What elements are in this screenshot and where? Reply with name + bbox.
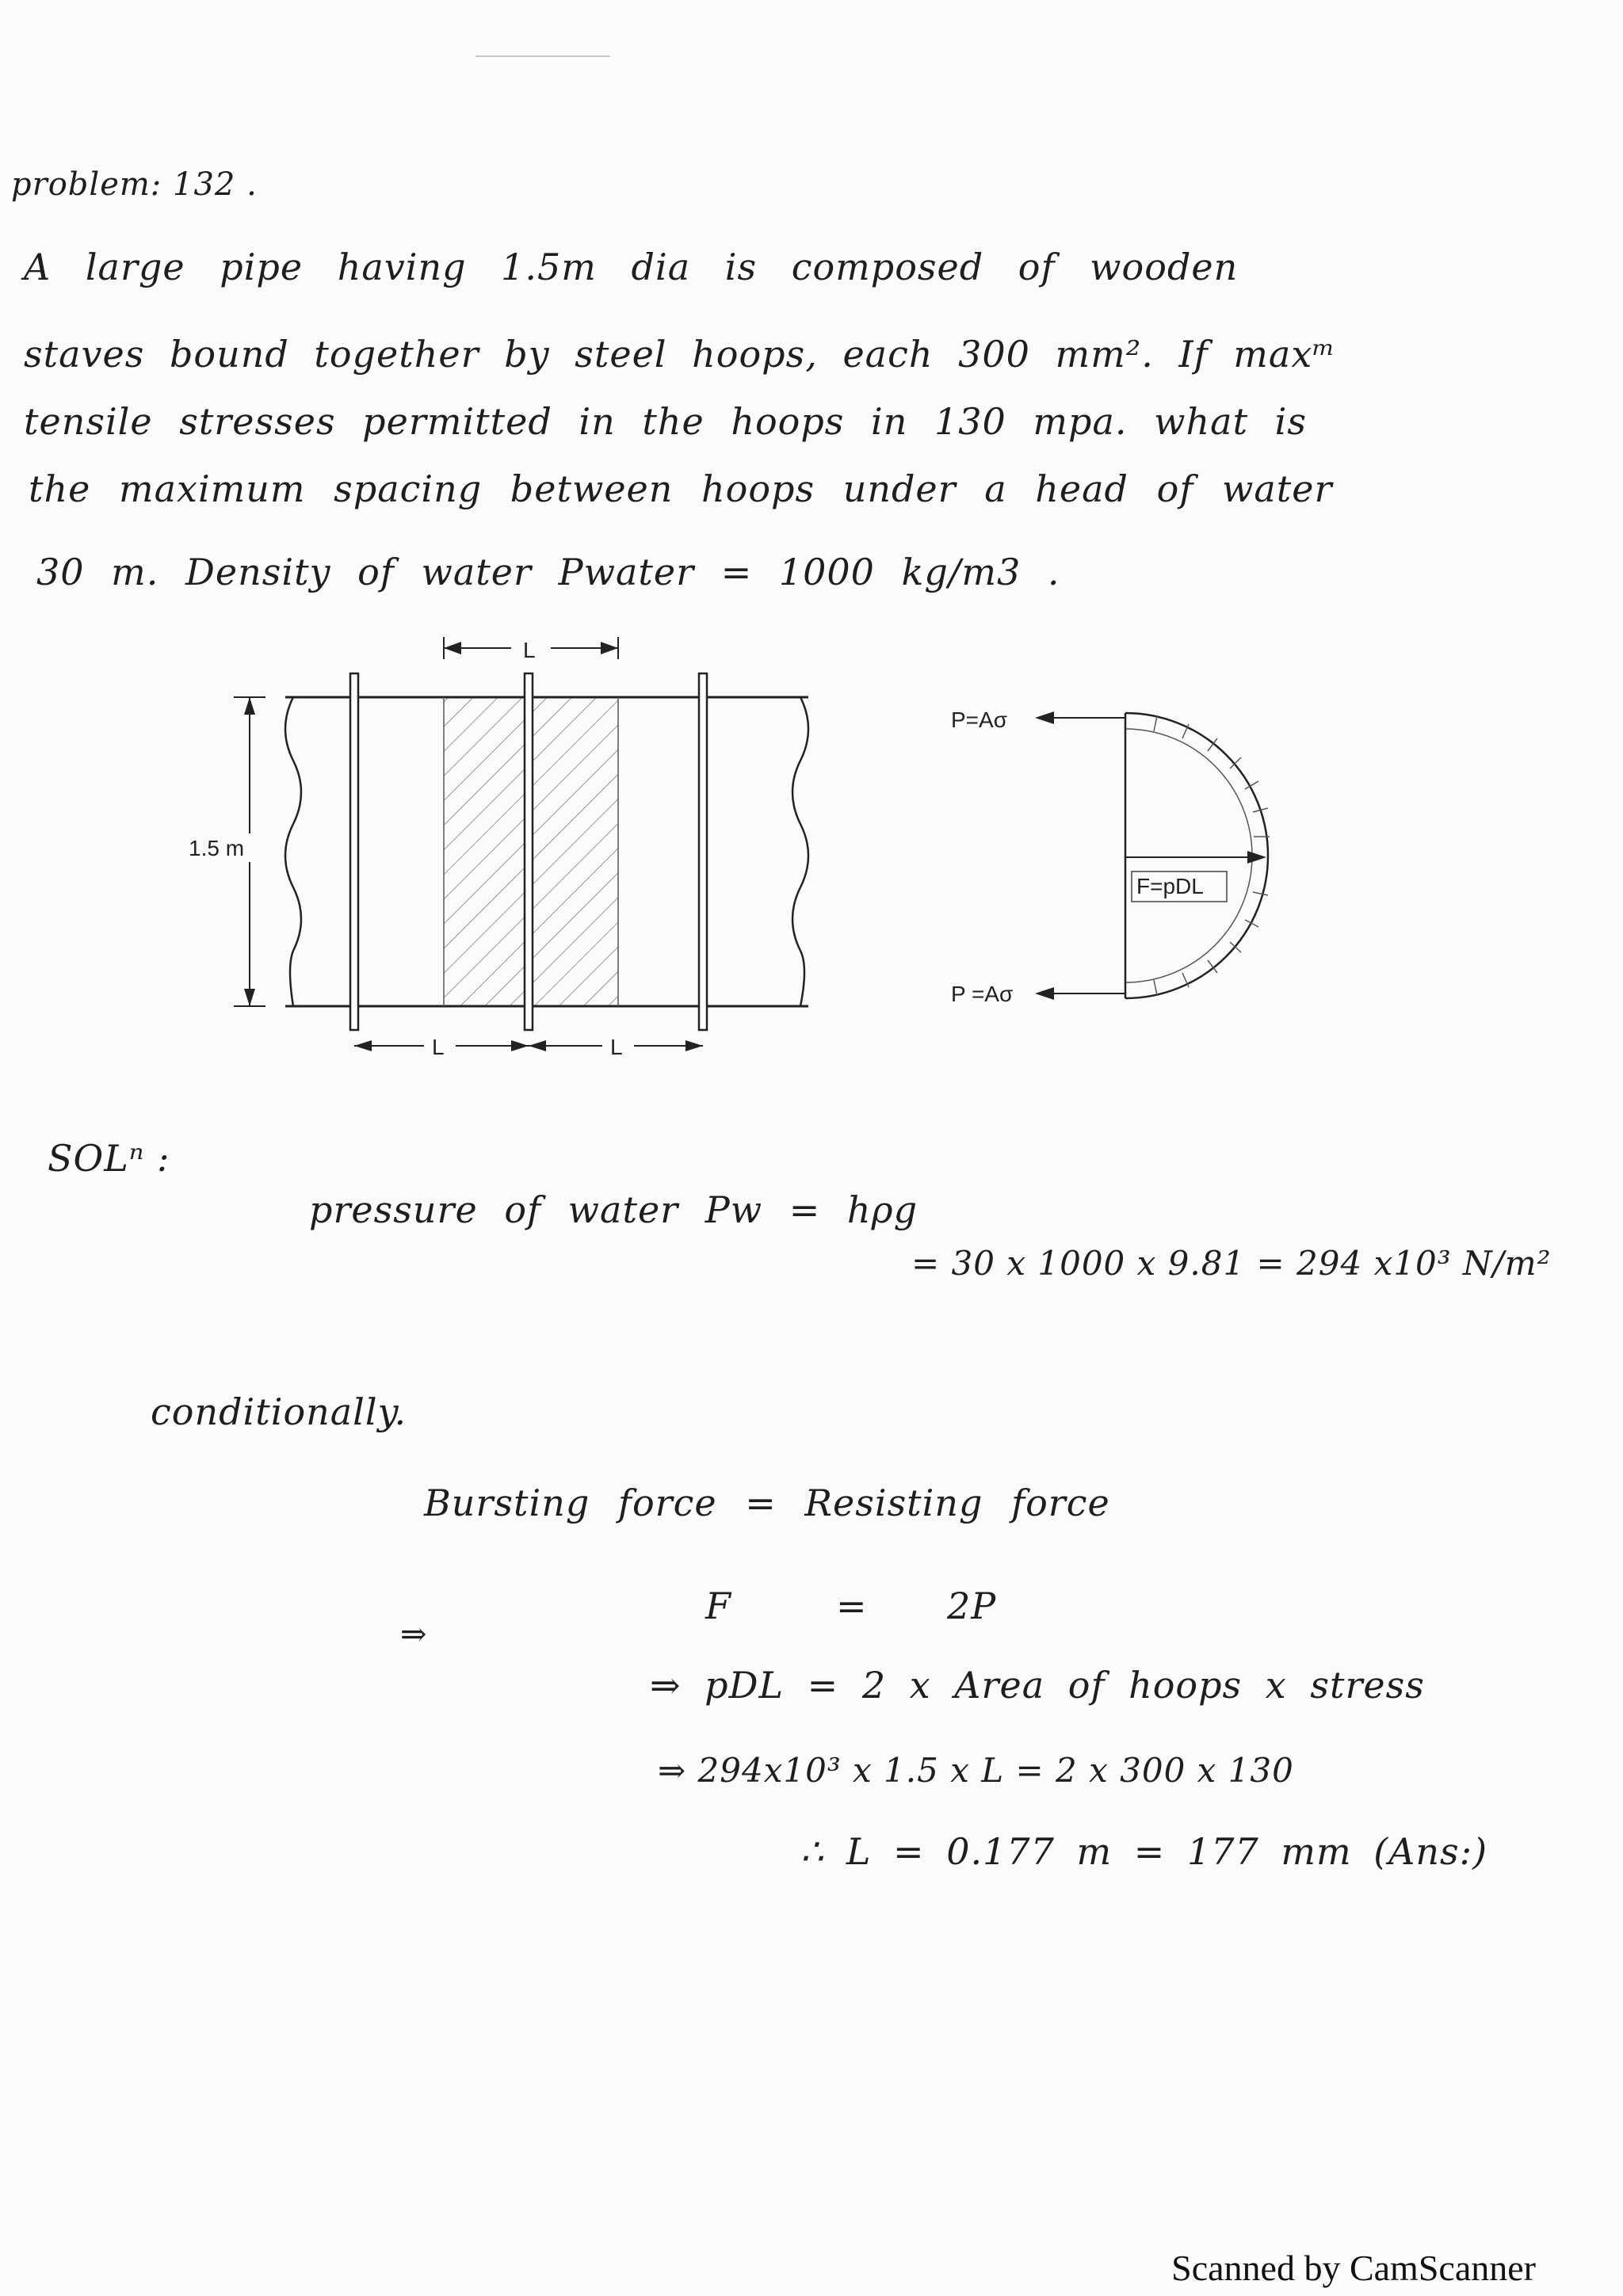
equation-2-right: 2P: [947, 1585, 997, 1627]
scanner-watermark: Scanned by CamScanner: [1171, 2248, 1536, 2288]
implies-arrow: ⇒: [400, 1616, 428, 1653]
hoop-1: [350, 673, 358, 1030]
label-P-bottom: P =Aσ: [951, 982, 1014, 1006]
equation-3: ⇒ pDL = 2 x Area of hoops x stress: [650, 1664, 1425, 1707]
problem-line-3: tensile stresses permitted in the hoops in 130 mpa. what is: [24, 400, 1307, 443]
equation-4: ⇒ 294x10³ x 1.5 x L = 2 x 300 x 130: [658, 1751, 1294, 1790]
answer-line: ∴ L = 0.177 m = 177 mm (Ans:): [800, 1830, 1488, 1873]
problem-line-5: 30 m. Density of water Pwater = 1000 kg/m3 .: [36, 551, 1060, 593]
equation-2-equals: =: [836, 1585, 868, 1627]
problem-heading: problem: 132 .: [11, 166, 258, 203]
pipe-hoop-diagram: [174, 626, 888, 1070]
pressure-line: pressure of water Pw = hρg: [309, 1188, 918, 1231]
dim-label-L-bottom-2: L: [610, 1035, 623, 1059]
dim-label-L-bottom-1: L: [432, 1035, 445, 1059]
problem-line-4: the maximum spacing between hoops under a head of water: [29, 467, 1333, 510]
label-F-pDL: F=pDL: [1136, 874, 1204, 898]
conditionally-label: conditionally.: [151, 1390, 407, 1433]
pressure-calc: = 30 x 1000 x 9.81 = 294 x10³ N/m²: [911, 1244, 1552, 1283]
half-hoop-fbd: [951, 681, 1395, 1046]
equation-2-left: F: [705, 1585, 731, 1627]
pipe-left-wavy-end: [285, 697, 301, 1006]
hoop-2: [525, 673, 533, 1030]
dim-label-L-top: L: [523, 638, 536, 662]
problem-line-1: A large pipe having 1.5m dia is composed of wooden: [24, 246, 1239, 288]
solution-label: SOLⁿ :: [48, 1137, 170, 1180]
scan-artifact-line: [475, 55, 610, 57]
problem-line-2: staves bound together by steel hoops, each 300 mm². If maxᵐ: [24, 333, 1336, 376]
dim-label-diameter: 1.5 m: [189, 836, 245, 860]
pipe-right-wavy-end: [792, 697, 808, 1006]
hoop-3: [699, 673, 707, 1030]
label-P-top: P=Aσ: [951, 707, 1007, 732]
equation-1: Bursting force = Resisting force: [424, 1482, 1110, 1524]
